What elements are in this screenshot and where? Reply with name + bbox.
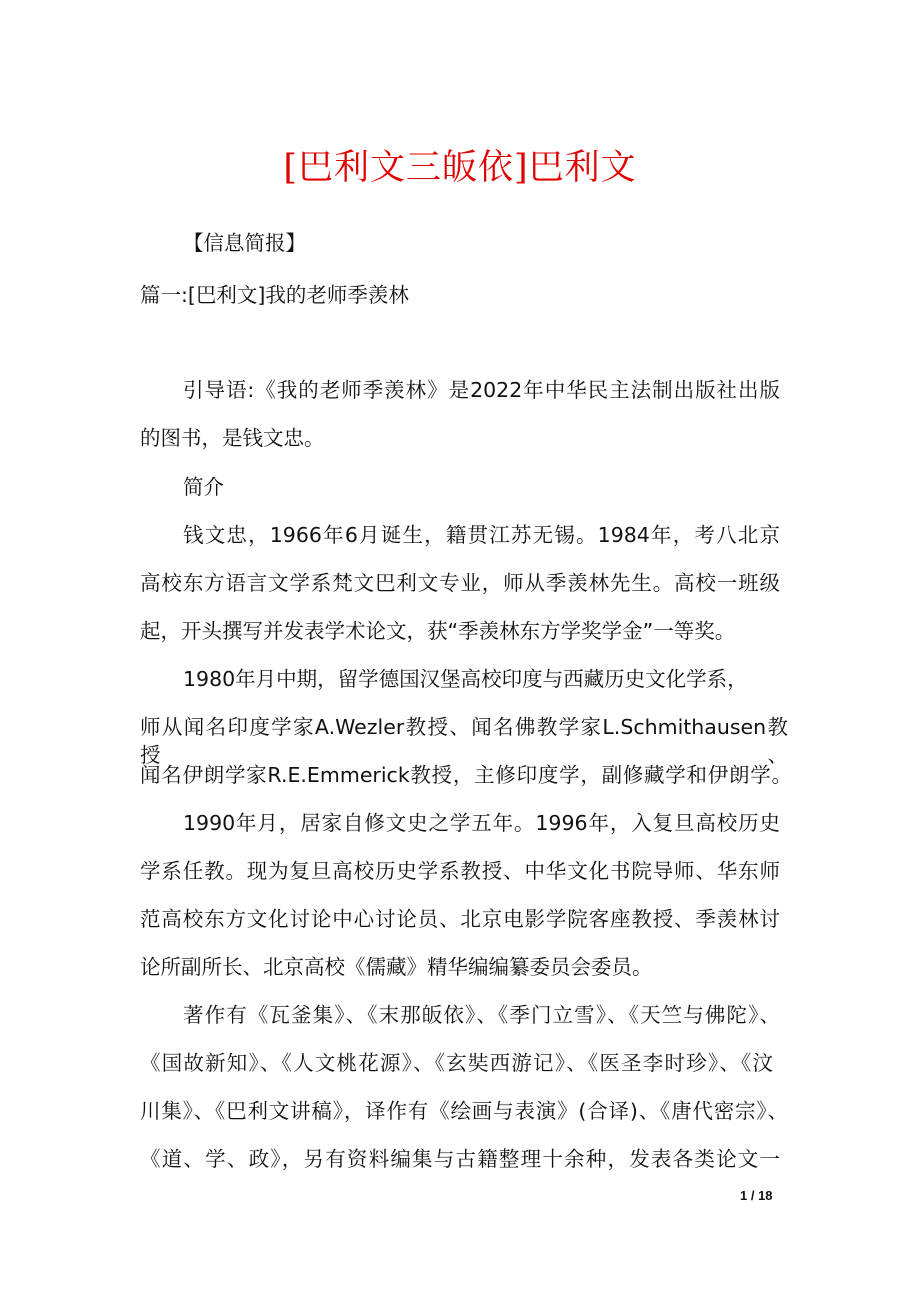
section-title: 篇一:[巴利文]我的老师季羡林 — [140, 283, 409, 307]
body-line: 论所副所长、北京高校《儒藏》精华编编纂委员会委员。 — [140, 955, 653, 979]
body-line: 1980年月中期，留学德国汉堡高校印度与西藏历史文化学系， — [183, 667, 748, 691]
body-line: 学系任教。现为复旦高校历史学系教授、中华文化书院导师、华东师 — [140, 859, 780, 883]
body-line: 的图书，是钱文忠。 — [140, 426, 325, 450]
body-line: 1990年月，居家自修文史之学五年。1996年，入复旦高校历史 — [183, 811, 780, 835]
body-line: 川集》、《巴利文讲稿》，译作有《绘画与表演》(合译)、《唐代密宗》、 — [140, 1099, 788, 1123]
body-line: 著作有《瓦釜集》、《末那皈依》、《季门立雪》、《天竺与佛陀》、 — [183, 1003, 780, 1027]
body-line: 《道、学、政》，另有资料编集与古籍整理十余种，发表各类论文一 — [140, 1147, 780, 1171]
body-line: 《国故新知》、《人文桃花源》、《玄奘西游记》、《医圣李时珍》、《汶 — [140, 1051, 773, 1075]
body-line: 钱文忠，1966年6月诞生，籍贯江苏无锡。1984年，考八北京 — [183, 523, 780, 547]
document-title: [巴利文三皈依]巴利文 — [283, 148, 637, 188]
body-line: 范高校东方文化讨论中心讨论员、北京电影学院客座教授、季羡林讨 — [140, 907, 780, 931]
page-number: 1 / 18 — [740, 1188, 773, 1203]
body-line: 师从闻名印度学家A.Wezler教授、闻名佛教学家L.Schmithausen教授、 — [140, 715, 788, 767]
body-line: 闻名伊朗学家R.E.Emmerick教授，主修印度学，副修藏学和伊朗学。 — [140, 763, 792, 787]
info-header: 【信息简报】 — [183, 231, 306, 255]
body-line: 高校东方语言文学系梵文巴利文专业，师从季羡林先生。高校一班级 — [140, 571, 780, 595]
body-line: 引导语:《我的老师季羡林》是2022年中华民主法制出版社出版 — [183, 378, 780, 402]
subheading-intro: 简介 — [183, 475, 224, 499]
body-line: 起，开头撰写并发表学术论文，获“季羡林东方学奖学金”一等奖。 — [140, 619, 736, 643]
